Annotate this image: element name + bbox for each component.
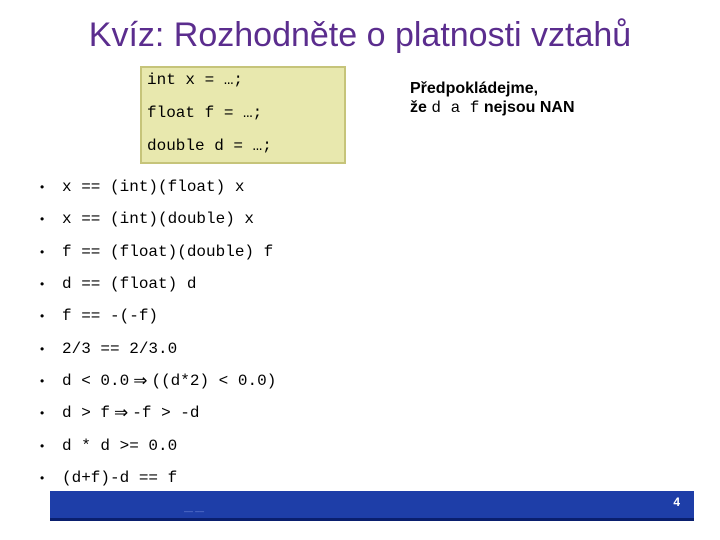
bullet-text: (d+f)-d == f [62,468,178,487]
list-item [40,462,276,494]
footer-mark: –– –– [184,507,205,516]
quiz-bullet-list [40,171,276,494]
bullet-left: d > f [62,404,111,423]
bullet-dot: • [40,406,45,421]
bullet-dot: • [40,212,45,227]
implies-arrow: ⇒ [114,403,129,424]
bullet-text: x == (int)(float) x [62,178,245,197]
bullet-text: 2/3 == 2/3.0 [62,339,178,358]
bullet-dot: • [40,373,45,388]
bullet-right: -f > -d [132,404,200,423]
bullet-dot: • [40,180,45,195]
bullet-dot: • [40,438,45,453]
bullet-text: x == (int)(double) x [62,210,255,229]
bullet-dot: • [40,244,45,259]
list-item [40,203,276,235]
bullet-right: ((d*2) < 0.0) [151,371,277,390]
footer-bar [50,491,694,521]
assumption-note [410,79,575,118]
bullet-text: f == (float)(double) f [62,242,274,261]
bullet-dot: • [40,341,45,356]
slide-title: Kvíz: Rozhodněte o platnosti vztahů [88,16,632,54]
assumption-line2 [410,98,575,118]
list-item [40,365,276,397]
declaration-double: double d = …; [147,137,272,155]
bullet-dot: • [40,470,45,485]
implies-arrow: ⇒ [133,370,148,391]
list-item [40,397,276,429]
bullet-text: d * d >= 0.0 [62,436,178,455]
list-item [40,236,276,268]
declaration-float: float f = …; [147,104,263,122]
list-item [40,332,276,364]
assumption-suffix: nejsou NAN [483,99,575,116]
list-item [40,268,276,300]
list-item [40,429,276,461]
list-item [40,300,276,332]
list-item [40,171,276,203]
declaration-int: int x = …; [147,71,244,89]
bullet-dot: • [40,309,45,324]
bullet-left: d < 0.0 [62,371,130,390]
bullet-dot: • [40,277,45,292]
page-number: 4 [673,495,680,509]
assumption-prefix: že [410,99,427,116]
assumption-line1: Předpokládejme, [410,80,539,97]
bullet-text: d == (float) d [62,275,197,294]
assumption-code: d a f [431,99,480,117]
bullet-text: f == -(-f) [62,307,159,326]
declarations-box [140,66,346,164]
